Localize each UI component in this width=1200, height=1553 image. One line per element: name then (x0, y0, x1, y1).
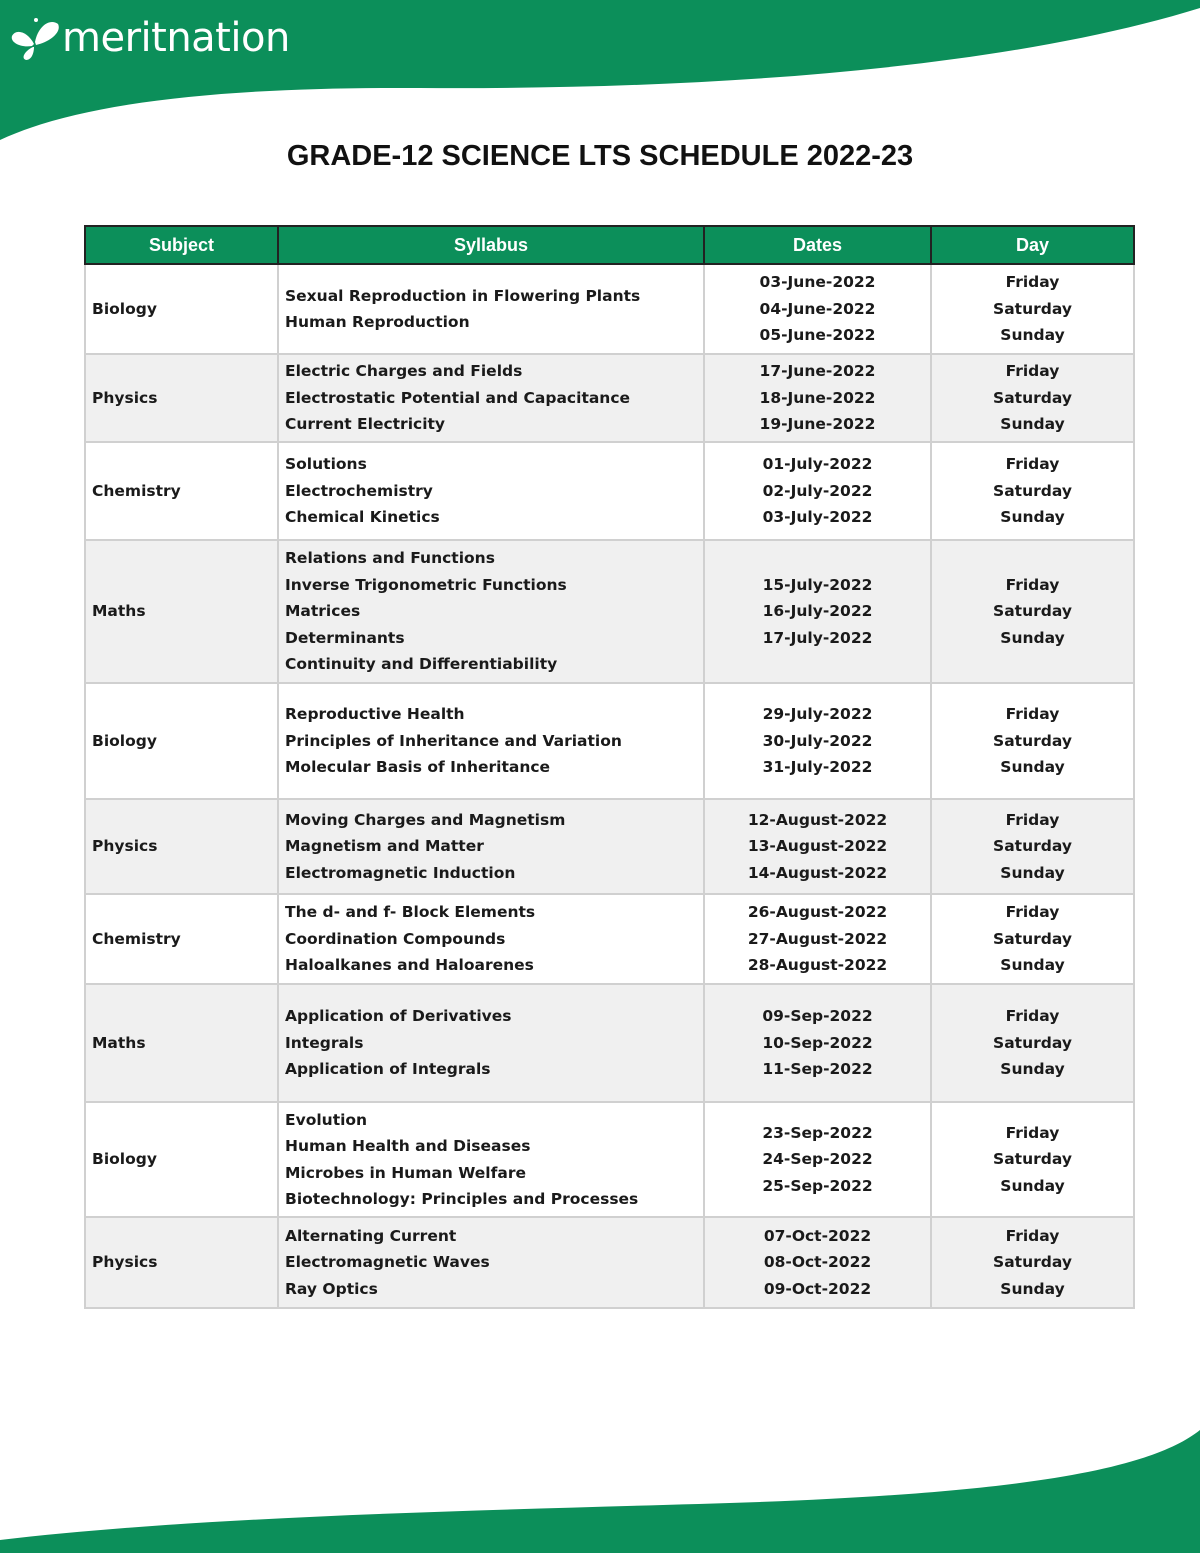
days-cell (931, 1217, 1134, 1308)
table-row (85, 799, 1134, 894)
date-line: 31-July-2022 (762, 758, 873, 777)
days-cell (931, 264, 1134, 354)
date-line: 24-Sep-2022 (762, 1150, 873, 1169)
day-line: Sunday (1000, 1279, 1065, 1298)
days-cell (931, 442, 1134, 540)
date-line: 02-July-2022 (762, 481, 873, 500)
syllabus-cell (278, 540, 704, 683)
date-line: 23-Sep-2022 (762, 1123, 873, 1142)
date-line: 15-July-2022 (762, 575, 873, 594)
date-line: 09-Sep-2022 (762, 1007, 873, 1026)
date-line: 13-August-2022 (747, 837, 888, 856)
syllabus-line: Integrals (285, 1033, 364, 1052)
syllabus-line: Current Electricity (285, 415, 446, 434)
syllabus-line: Solutions (285, 455, 367, 474)
day-line: Saturday (993, 388, 1072, 407)
table-row (85, 540, 1134, 683)
syllabus-cell (278, 799, 704, 894)
days-cell (931, 894, 1134, 984)
date-line: 27-August-2022 (747, 929, 888, 948)
butterfly-icon (8, 14, 60, 62)
date-line: 09-Oct-2022 (763, 1279, 872, 1298)
subject-cell: Biology (85, 1102, 278, 1217)
day-line: Sunday (1000, 508, 1065, 527)
days-cell (931, 984, 1134, 1102)
day-line: Friday (1005, 575, 1060, 594)
date-line: 16-July-2022 (762, 602, 873, 621)
day-line: Sunday (1000, 326, 1065, 345)
date-line: 01-July-2022 (762, 455, 873, 474)
day-line: Friday (1005, 362, 1060, 381)
subject-cell: Physics (85, 1217, 278, 1308)
table-row (85, 894, 1134, 984)
syllabus-line: Human Reproduction (285, 313, 470, 331)
syllabus-line: Inverse Trigonometric Functions (285, 575, 567, 594)
syllabus-cell (278, 1217, 704, 1308)
day-line: Saturday (993, 481, 1072, 500)
schedule-table (84, 225, 1135, 1309)
syllabus-line: Ray Optics (285, 1279, 378, 1298)
day-line: Sunday (1000, 628, 1065, 647)
day-line: Saturday (993, 929, 1072, 948)
day-line: Friday (1005, 705, 1060, 724)
dates-cell (704, 1102, 931, 1217)
table-row (85, 1102, 1134, 1217)
syllabus-line: Microbes in Human Welfare (285, 1163, 526, 1182)
dates-cell (704, 540, 931, 683)
syllabus-line: Matrices (285, 602, 361, 621)
subject-cell: Biology (85, 683, 278, 799)
subject-cell: Physics (85, 354, 278, 442)
dates-cell (704, 1217, 931, 1308)
day-line: Sunday (1000, 758, 1065, 777)
syllabus-line: Moving Charges and Magnetism (285, 810, 566, 829)
date-line: 03-July-2022 (762, 508, 873, 527)
date-line: 18-June-2022 (759, 388, 876, 407)
days-cell (931, 683, 1134, 799)
syllabus-line: Alternating Current (285, 1226, 457, 1245)
dates-cell (704, 264, 931, 354)
day-line: Friday (1005, 455, 1060, 474)
date-line: 26-August-2022 (747, 903, 888, 922)
syllabus-line: Haloalkanes and Haloarenes (285, 956, 534, 975)
date-line: 14-August-2022 (747, 863, 888, 882)
syllabus-line: Human Health and Diseases (285, 1137, 531, 1155)
day-line: Saturday (993, 731, 1072, 750)
syllabus-line: Electromagnetic Waves (285, 1253, 490, 1272)
day-line: Friday (1005, 273, 1060, 292)
date-line: 04-June-2022 (759, 299, 876, 318)
day-line: Saturday (993, 1253, 1072, 1272)
syllabus-cell (278, 1102, 704, 1217)
subject-cell: Biology (85, 264, 278, 354)
subject-cell: Maths (85, 540, 278, 683)
date-line: 25-Sep-2022 (762, 1176, 873, 1195)
day-line: Friday (1005, 903, 1060, 922)
day-line: Saturday (993, 602, 1072, 621)
header-dates: Dates (704, 226, 931, 264)
day-line: Sunday (1000, 1176, 1065, 1195)
syllabus-line: Molecular Basis of Inheritance (285, 758, 551, 777)
date-line: 08-Oct-2022 (763, 1253, 872, 1272)
dates-cell (704, 354, 931, 442)
days-cell (931, 540, 1134, 683)
header-subject: Subject (85, 226, 278, 264)
table-header-row (85, 226, 1134, 264)
table-row (85, 442, 1134, 540)
table-row (85, 683, 1134, 799)
date-line: 03-June-2022 (759, 273, 876, 292)
header-syllabus: Syllabus (278, 226, 704, 264)
subject-cell: Chemistry (85, 442, 278, 540)
syllabus-line: Application of Derivatives (285, 1007, 512, 1026)
page-title: GRADE-12 SCIENCE LTS SCHEDULE 2022-23 (286, 140, 914, 172)
days-cell (931, 799, 1134, 894)
date-line: 12-August-2022 (747, 810, 888, 829)
day-line: Friday (1005, 1123, 1060, 1142)
subject-cell: Maths (85, 984, 278, 1102)
brand-logo (8, 8, 290, 68)
day-line: Friday (1005, 1007, 1060, 1026)
date-line: 11-Sep-2022 (762, 1060, 873, 1079)
table-row (85, 264, 1134, 354)
days-cell (931, 354, 1134, 442)
day-line: Sunday (1000, 863, 1065, 882)
days-cell (931, 1102, 1134, 1217)
table-row (85, 354, 1134, 442)
dates-cell (704, 894, 931, 984)
syllabus-line: Biotechnology: Principles and Processes (285, 1190, 639, 1208)
syllabus-line: Determinants (285, 628, 405, 647)
subject-cell: Physics (85, 799, 278, 894)
date-line: 10-Sep-2022 (762, 1033, 873, 1052)
date-line: 28-August-2022 (747, 956, 888, 975)
date-line: 19-June-2022 (759, 415, 876, 434)
day-line: Friday (1005, 810, 1060, 829)
day-line: Saturday (993, 1033, 1072, 1052)
syllabus-line: Electric Charges and Fields (285, 362, 523, 381)
date-line: 07-Oct-2022 (763, 1226, 872, 1245)
footer-wave (0, 1430, 1200, 1553)
day-line: Saturday (993, 299, 1072, 318)
syllabus-line: Electrostatic Potential and Capacitance (285, 388, 631, 407)
date-line: 05-June-2022 (759, 326, 876, 345)
brand-name: meritnation (62, 15, 290, 61)
syllabus-line: Application of Integrals (285, 1060, 491, 1079)
day-line: Friday (1005, 1226, 1060, 1245)
header-day: Day (931, 226, 1134, 264)
date-line: 29-July-2022 (762, 705, 873, 724)
syllabus-cell (278, 354, 704, 442)
date-line: 17-July-2022 (762, 628, 873, 647)
syllabus-cell (278, 442, 704, 540)
day-line: Saturday (993, 837, 1072, 856)
dates-cell (704, 442, 931, 540)
syllabus-line: Sexual Reproduction in Flowering Plants (285, 286, 641, 305)
syllabus-line: Electromagnetic Induction (285, 863, 516, 882)
syllabus-cell (278, 894, 704, 984)
syllabus-line: Continuity and Differentiability (285, 655, 558, 674)
syllabus-line: Coordination Compounds (285, 929, 506, 948)
table-body (85, 264, 1134, 1308)
dates-cell (704, 984, 931, 1102)
table-row (85, 1217, 1134, 1308)
syllabus-line: Relations and Functions (285, 549, 495, 568)
syllabus-line: Electrochemistry (285, 481, 433, 500)
subject-cell: Chemistry (85, 894, 278, 984)
syllabus-line: Reproductive Health (285, 705, 465, 724)
syllabus-cell (278, 264, 704, 354)
dates-cell (704, 683, 931, 799)
syllabus-line: Magnetism and Matter (285, 837, 484, 856)
syllabus-line: The d- and f- Block Elements (285, 903, 536, 922)
day-line: Sunday (1000, 956, 1065, 975)
day-line: Sunday (1000, 415, 1065, 434)
dates-cell (704, 799, 931, 894)
syllabus-line: Evolution (285, 1110, 368, 1129)
date-line: 30-July-2022 (762, 731, 873, 750)
date-line: 17-June-2022 (759, 362, 876, 381)
day-line: Sunday (1000, 1060, 1065, 1079)
table-row (85, 984, 1134, 1102)
syllabus-line: Principles of Inheritance and Variation (285, 731, 622, 750)
syllabus-cell (278, 683, 704, 799)
syllabus-cell (278, 984, 704, 1102)
day-line: Saturday (993, 1150, 1072, 1169)
syllabus-line: Chemical Kinetics (285, 508, 440, 527)
